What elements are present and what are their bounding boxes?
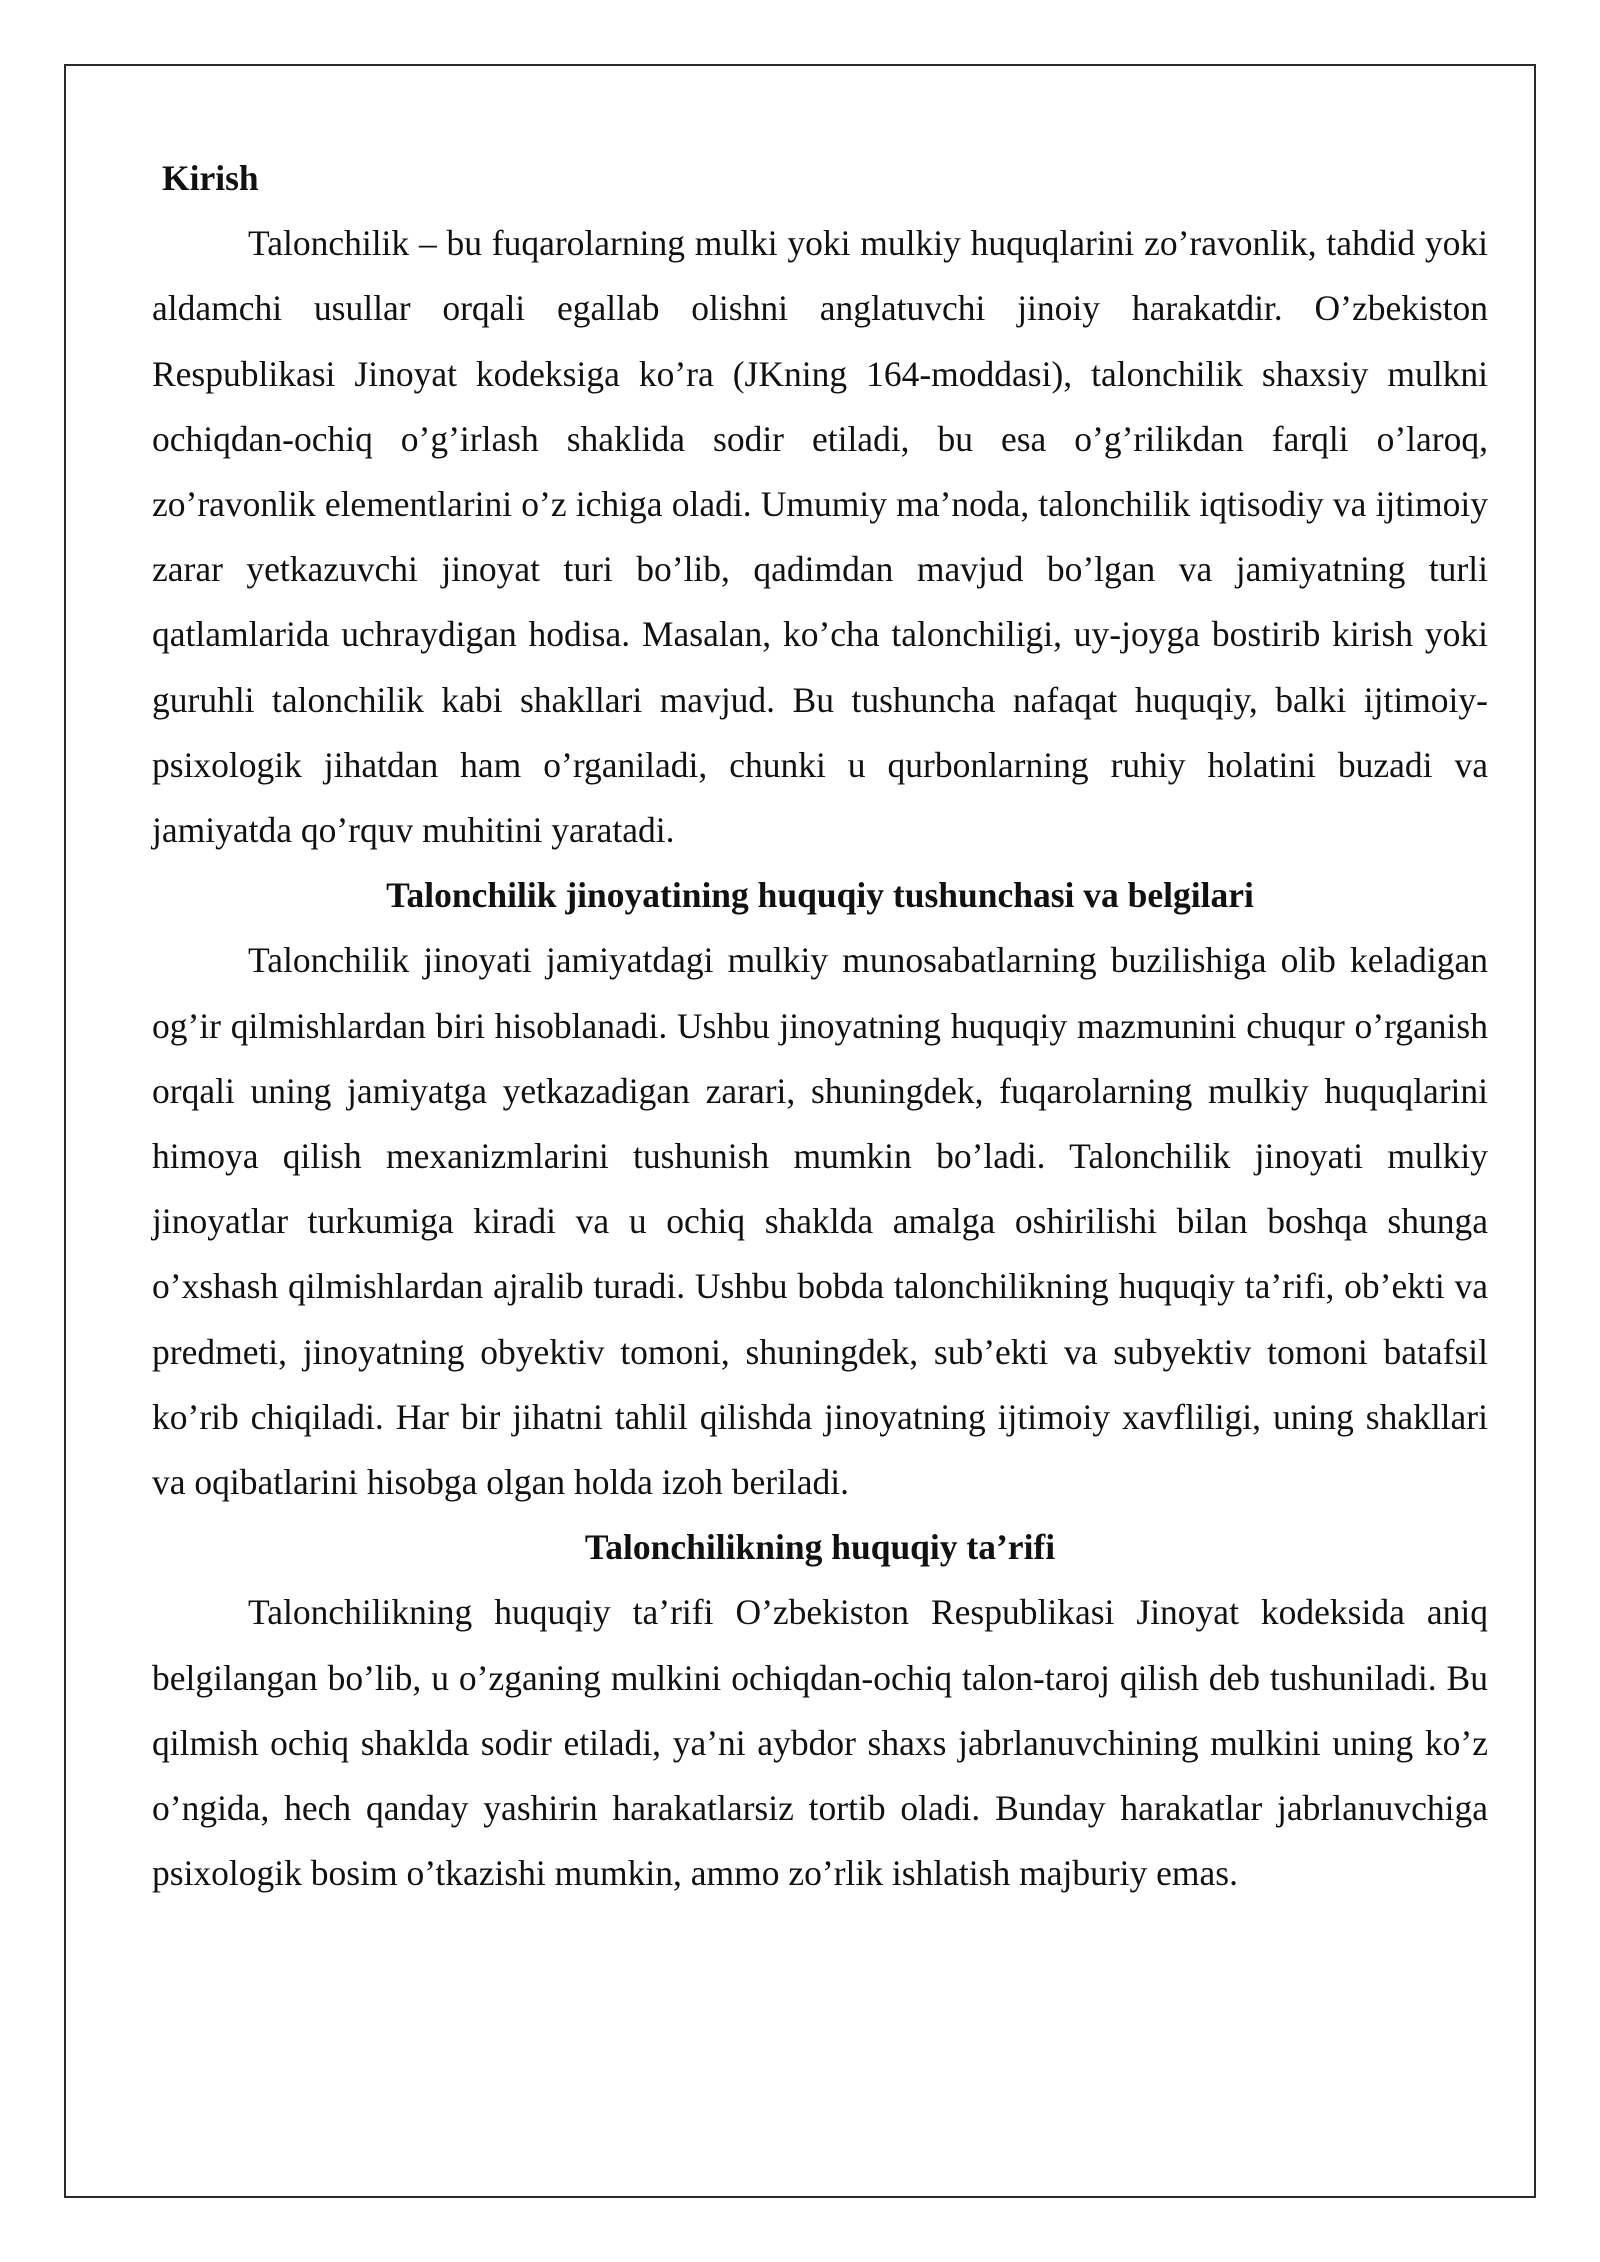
paragraph-legal-definition: Talonchilikning huquqiy ta’rifi O’zbekiston Respublikasi Jinoyat kodeksida aniq belgilangan bo’lib, u o’zganing mulkini ochiqdan-ochiq talon-taroj qilish deb tushuniladi. Bu qilmish ochiq shaklda sodir etiladi, ya’ni aybdor shaxs jabrlanuvchining mulkini uning ko’z o’ngida, hech qanday yashirin harakatlarsiz tortib oladi. Bunday harakatlar jabrlanuvchiga psixologik bosim o’tkazishi mumkin, ammo zo’rlik ishlatish majburiy emas. (152, 1592, 1488, 1894)
paragraph-legal-concept: Talonchilik jinoyati jamiyatdagi mulkiy munosabatlarning buzilishiga olib keladigan og’ir qilmishlardan biri hisoblanadi. Ushbu jinoyatning huquqiy mazmunini chuqur o’rganish orqali uning jamiyatga yetkazadigan zarari, shuningdek, fuqarolarning mulkiy huquqlarini himoya qilish mexanizmlarini tushunish mumkin bo’ladi. Talonchilik jinoyati mulkiy jinoyatlar turkumiga kiradi va u ochiq shaklda amalga oshirilishi bilan boshqa shunga o’xshash qilmishlardan ajralib turadi. Ushbu bobda talonchilikning huquqiy ta’rifi, ob’ekti va predmeti, jinoyatning obyektiv tomoni, shuningdek, sub’ekti va subyektiv tomoni batafsil ko’rib chiqiladi. Har bir jihatni tahlil qilishda jinoyatning ijtimoiy xavfliligi, uning shakllari va oqibatlarini hisobga olgan holda izoh beriladi. (152, 940, 1488, 1503)
section-heading-kirish: Kirish (162, 158, 259, 198)
paragraph-kirish: Talonchilik – bu fuqarolarning mulki yoki mulkiy huquqlarini zo’ravonlik, tahdid yoki aldamchi usullar orqali egallab olishni anglatuvchi jinoiy harakatdir. O’zbekiston Respublikasi Jinoyat kodeksiga ko’ra (JKning 164-moddasi), talonchilik shaxsiy mulkni ochiqdan-ochiq o’g’irlash shaklida sodir etiladi, bu esa o’g’rilikdan farqli o’laroq, zo’ravonlik elementlarini o’z ichiga oladi. Umumiy ma’noda, talonchilik iqtisodiy va ijtimoiy zarar yetkazuvchi jinoyat turi bo’lib, qadimdan mavjud bo’lgan va jamiyatning turli qatlamlarida uchraydigan hodisa. Masalan, ko’cha talonchiligi, uy-joyga bostirib kirish yoki guruhli talonchilik kabi shakllari mavjud. Bu tushuncha nafaqat huquqiy, balki ijtimoiy-psixologik jihatdan ham o’rganiladi, chunki u qurbonlarning ruhiy holatini buzadi va jamiyatda qo’rquv muhitini yaratadi. (152, 223, 1488, 851)
document-body (152, 146, 1488, 1906)
section-heading-legal-concept: Talonchilik jinoyatining huquqiy tushunchasi va belgilari (386, 875, 1254, 916)
section-heading-legal-definition: Talonchilikning huquqiy ta’rifi (584, 1527, 1056, 1568)
